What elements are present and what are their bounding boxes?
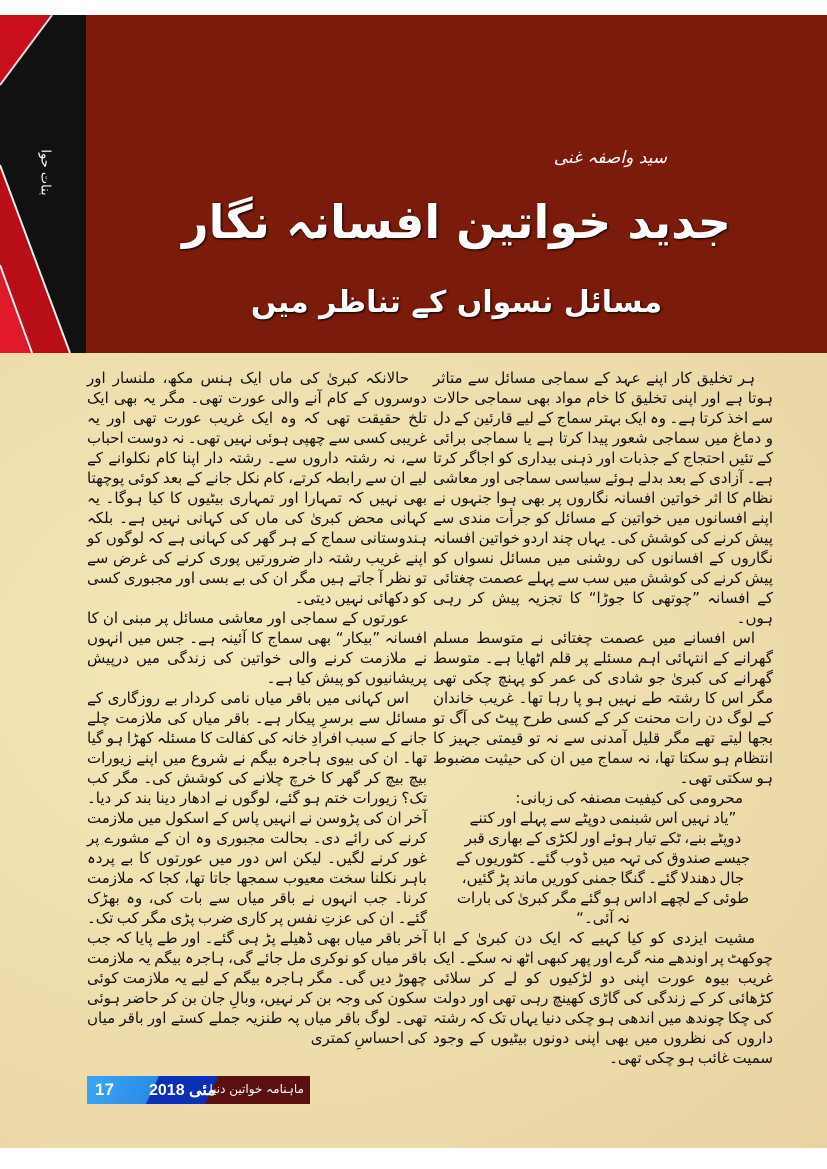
article-title: جدید خواتین افسانہ نگار [182,195,731,249]
article-body [87,368,773,1104]
section-strip [0,15,86,353]
author-name: سید واصفہ غنی [553,148,667,168]
text-column-left [87,368,427,1048]
paragraph: محرومی کی کیفیت مصنفہ کی زبانی: [515,789,743,807]
article-subtitle: مسائل نسواں کے تناظر میں [250,285,663,320]
text-columns [87,368,773,1068]
paragraph: حالانکہ کبریٰ کی ماں ایک ہنس مکھ، ملنسار اور دوسروں کے کام آنے والی عورت تھی۔ مگر یہ بھی ایک تلخ حقیقت تھی کہ وہ ایک غریب عورت تھی اور یہ غریبی کسی سے چھپی ہوئی نہیں تھی۔ نہ دوست احباب سے، نہ رشتہ داروں سے۔ رشتہ دار اپنا کام نکلوانے کے لیے ان سے رابطہ کرتے، کام نکل جانے کے بعد کوئی پوچھتا بھی نہیں کہ تمہارا اور تمہاری بیٹیوں کا کیا ہوگا۔ یہ کہانی محض کبریٰ کی ماں کی کہانی نہیں ہے۔ بلکہ ہندوستانی سماج کے ہر گھر کی کہانی ہے کہ لوگوں کو اپنے غریب رشتہ دار ضرورتیں پوری کرنے کی غرض سے تو نظر آ جاتے ہیں مگر ان کی بے بسی اور مجبوری کسی کو دکھائی نہیں دیتی۔ [87,369,427,607]
block-quote: ”یاد نہیں اس شبنمی دوپٹے سے پہلے اور کتنے دوپٹے بنے، ٹکے تیار ہوئے اور لکڑی کے بھاری قبر جیسے صندوق کی تہہ میں ڈوب گئے۔ کٹوریوں کے جال دھندلا گئے۔ گنگا جمنی کوریں ماند پڑ گئیں، طوئی کے لچھے اداس ہو گئے مگر کبریٰ کی بارات نہ آئی۔“ [455,809,751,927]
page-footer [87,1076,310,1104]
paragraph: عورتوں کے سماجی اور معاشی مسائل پر مبنی ان کا افسانہ ”بیکار“ بھی سماج کا آئینہ ہے۔ جس میں انہوں نے ملازمت کرنے والی خواتین کی زندگی میں درپیش پریشانیوں کو پیش کیا ہے۔ [87,609,427,687]
section-label: بنات حوا [37,149,53,196]
paragraph: مشیت ایزدی کو کیا کہیے کہ ایک دن کبریٰ کے ابا چوکھٹ پر اوندھے منہ گرے اور پھر کبھی اٹھ نہ سکے۔ ایک غریب بیوہ عورت اپنی دو لڑکیوں کو لے کر سلائی کڑھائی کر کے زندگی کی گاڑی کھینچ رہی تھی اور دولت کی چکا چوندھ میں اندھی ہو چکی دنیا یہاں تک کہ رشتہ داروں کی نظروں میں بھی اپنی دونوں بیٹیوں کے وجود سمیت غائب ہو چکی تھی۔ [432,929,773,1067]
paragraph: ہر تخلیق کار اپنے عہد کے سماجی مسائل سے متاثر ہوتا ہے اور اپنی تخلیق کا خام مواد بھی سماجی حالات سے اخذ کرتا ہے۔ وہ ایک بہتر سماج کے لیے قارئین کے دل و دماغ میں سماجی شعور پیدا کرتا ہے یا سماجی برائی کے تئیں احتجاج کے جذبات اور ذہنی بیداری کو اجاگر کرتا ہے۔ آزادی کے بعد بدلے ہوئے سیاسی سماجی اور معاشی نظام کا اثر خواتین افسانہ نگاروں پر بھی ہوا جنہوں نے اپنے افسانوں میں خواتین کے مسائل کو جرأت مندی سے پیش کرنے کی کوشش کی۔ یہاں چند اردو خواتین افسانہ نگاروں کے افسانوں کی روشنی میں مسائل نسواں کو پیش کرنے کی کوشش میں سب سے پہلے عصمت چغتائی کے افسانہ ”چوتھی کا جوڑا“ کا تجزیہ پیش کر رہی ہوں۔ [433,369,773,627]
paragraph: اس افسانے میں عصمت چغتائی نے متوسط مسلم گھرانے کے انتہائی اہم مسئلے پر قلم اٹھایا ہے۔ متوسط گھرانے کی کبریٰ جو شادی کی عمر کو پہنچ چکی تھی مگر اس کا رشتہ طے نہیں ہو پا رہا تھا۔ غریب خاندان کے لوگ دن رات محنت کر کے کسی طرح پیٹ کی آگ تو بجھا لیتے تھے مگر قلیل آمدنی سے نہ تو قیمتی جہیز کا انتظام ہو سکتا تھا، نہ سماج میں ان کی حیثیت مضبوط ہو سکتی تھی۔ [433,629,773,787]
article-header [86,15,827,353]
paragraph: اس کہانی میں باقر میاں نامی کردار بے روزگاری کے مسائل سے برسرِ پیکار ہے۔ باقر میاں کی ملازمت چلے جانے کے سبب افرادِ خانہ کی کفالت کا مسئلہ کھڑا ہو گیا تھا۔ ان کی بیوی ہاجرہ بیگم نے شروع میں اپنے زیورات بیچ بیچ کر گھر کا خرچ چلانے کی کوشش کی۔ مگر کب تک؟ زیورات ختم ہو گئے، لوگوں نے ادھار دینا بند کر دیا۔ آخر ان کی پڑوسن نے انہیں پاس کے اسکول میں ملازمت کرنے کی رائے دی۔ بحالت مجبوری وہ ان کے مشورے پر غور کرنے لگیں۔ لیکن اس دور میں عورتوں کا بے پردہ باہر نکلنا سخت معیوب سمجھا جاتا تھا، کجا کہ ملازمت کرنا۔ جب انہوں نے باقر میاں سے بات کی، وہ بھڑک گئے۔ ان کی عزتِ نفس پر کاری ضرب پڑی مگر کب تک۔ آخر باقر میاں بھی ڈھیلے پڑ ہی گئے۔ اور طے پایا کہ جب باقر میاں کو نوکری مل جائے گی، ہاجرہ بیگم یہ ملازمت چھوڑ دیں گی۔ مگر ہاجرہ بیگم کے لیے یہ ملازمت کوئی سکون کی وجہ بن کر نہیں، وبالِ جان بن کر حاضر ہوئی تھی۔ لوگ باقر میاں پہ طنزیہ جملے کستے اور باقر میاں کی احساسِ کمتری [87,689,427,1047]
text-column-right [433,368,773,1068]
issue-date: مئی 2018 [149,1082,216,1099]
page-number: 17 [95,1080,114,1099]
magazine-name: ماہنامہ خواتین دنیا [209,1082,304,1096]
